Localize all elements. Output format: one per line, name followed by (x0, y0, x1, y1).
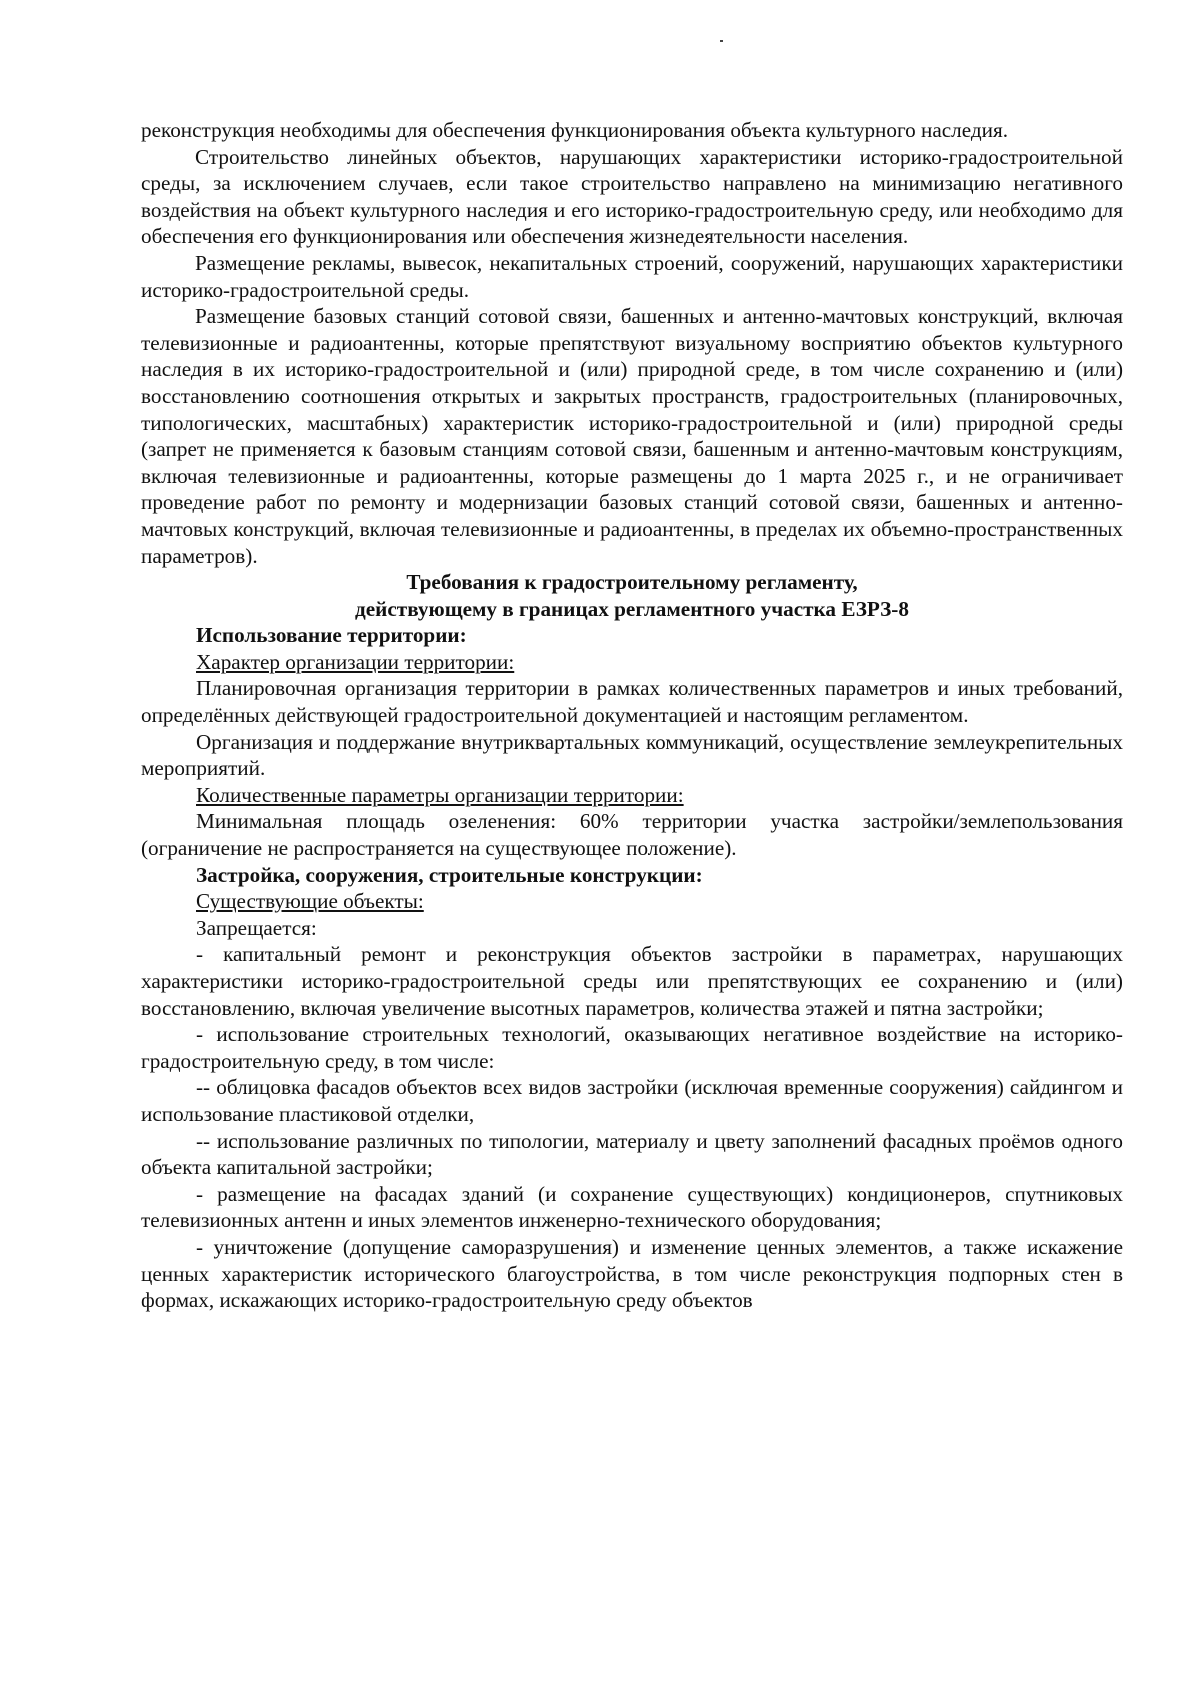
paragraph-advertising: Размещение рекламы, вывесок, некапитальных строений, сооружений, нарушающих характеристики историко-градостроительной среды. (141, 250, 1123, 302)
section-title-line-2: действующему в границах регламентного участка ЕЗРЗ-8 (355, 596, 909, 621)
heading-buildings: Застройка, сооружения, строительные конструкции: (196, 862, 703, 887)
paragraph-base-stations: Размещение базовых станций сотовой связи, башенных и антенно-мачтовых конструкций, включая телевизионные и радиоантенны, которые препятствуют визуальному восприятию объектов культурного наследия в их историко-градостроительной и (или) природной среде, в том числе сохранению и (или) восстановлению соотношения открытых и закрытых пространств, градостроительных (планировочных, типологических, масштабных) характеристик историко-градостроительной и (или) природной среды (запрет не применяется к базовым станциям сотовой связи, башенным и антенно-мачтовым конструкциям, включая телевизионные и радиоантенны, которые размещены до 1 марта 2025 г., и не ограничивает проведение работ по ремонту и модернизации базовых станций сотовой связи, башенных и антенно-мачтовых конструкций, включая телевизионные и радиоантенны, в пределах их объемно-пространственных параметров). (141, 304, 1123, 568)
section-title-line-1: Требования к градостроительному регламенту, (406, 570, 858, 595)
list-item: - использование строительных технологий, оказывающих негативное воздействие на историко-градостроительную среду, в том числе: (141, 1022, 1123, 1073)
list-item: - размещение на фасадах зданий (и сохранение существующих) кондиционеров, спутниковых телевизионных антенн и иных элементов инженерно-технического оборудования; (141, 1181, 1123, 1233)
heading-territory-use: Использование территории: (196, 623, 467, 648)
paragraph-continuation: реконструкция необходимы для обеспечения функционирования объекта культурного наследия. (141, 118, 1009, 142)
scan-speck (720, 40, 723, 42)
list-item: -- облицовка фасадов объектов всех видов застройки (исключая временные сооружения) сайдингом и использование пластиковой отделки, (141, 1075, 1123, 1126)
paragraph-greening: Минимальная площадь озеленения: 60% территории участка застройки/землепользования (ограничение не распространяется на существующее положение). (141, 809, 1123, 861)
document-body (141, 117, 1123, 1314)
list-item: - капитальный ремонт и реконструкция объектов застройки в параметрах, нарушающих характеристики историко-градостроительной среды или препятствующих ее сохранению и (или) восстановлению, включая увеличение высотных параметров, количества этажей и пятна застройки; (141, 942, 1123, 1020)
paragraph-planning: Планировочная организация территории в рамках количественных параметров и иных требований, определённых действующей градостроительной документацией и настоящим регламентом. (141, 676, 1123, 728)
subheading-territory-character: Характер организации территории: (196, 649, 515, 674)
paragraph-communications: Организация и поддержание внутриквартальных коммуникаций, осуществление землеукрепительных мероприятий. (141, 729, 1123, 781)
list-item: - уничтожение (допущение саморазрушения) и изменение ценных элементов, а также искажение ценных характеристик исторического благоустройства, в том числе реконструкция подпорных стен в формах, искажающих историко-градостроительную среду объектов (141, 1234, 1123, 1313)
subheading-quantitative-parameters: Количественные параметры организации территории: (196, 782, 684, 807)
subheading-existing-objects: Существующие объекты: (196, 889, 424, 914)
prohibited-label: Запрещается: (196, 915, 317, 940)
paragraph-linear-objects: Строительство линейных объектов, нарушающих характеристики историко-градостроительной среды, за исключением случаев, если такое строительство направлено на минимизацию негативного воздействия на объект культурного наследия и его историко-градостроительную среду, или необходимо для обеспечения его функционирования или обеспечения жизнедеятельности населения. (141, 144, 1123, 249)
list-item: -- использование различных по типологии, материалу и цвету заполнений фасадных проёмов одного объекта капитальной застройки; (141, 1128, 1123, 1180)
